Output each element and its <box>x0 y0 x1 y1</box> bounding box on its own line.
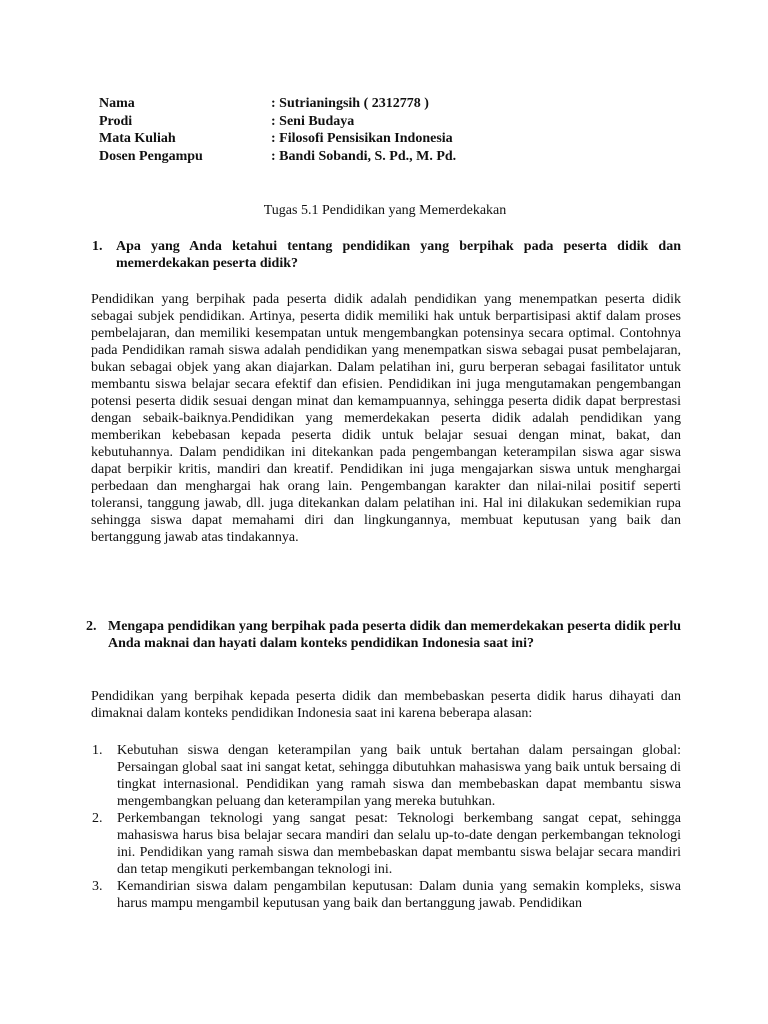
list-item-number: 2. <box>92 811 103 826</box>
title-text: Tugas 5.1 Pendidikan yang Memerdekakan <box>263 203 507 218</box>
info-label: Nama <box>99 96 135 111</box>
list-item <box>92 878 681 912</box>
info-label: Dosen Pengampu <box>99 148 203 164</box>
info-label: Mata Kuliah <box>99 131 176 146</box>
info-row-name <box>99 95 659 113</box>
list-item-number: 3. <box>92 879 103 894</box>
list-item-text: Perkembangan teknologi yang sangat pesat: Teknologi berkembang sangat cepat, sehingga mahasiswa harus bisa belajar secara mandiri dan selalu up-to-date dengan perkembangan teknologi ini. Pendidikan yang ramah siswa dan membebaskan dapat membantu siswa belajar secara mandiri dan tetap mengikuti perkembangan teknologi ini. <box>117 811 681 877</box>
info-value: : Sutrianingsih ( 2312778 ) <box>271 96 429 111</box>
info-value: : Bandi Sobandi, S. Pd., M. Pd. <box>271 148 457 164</box>
answer-2-intro: Pendidikan yang berpihak kepada peserta didik dan membebaskan peserta didik harus dihayati dan dimaknai dalam konteks pendidikan Indonesia saat ini karena beberapa alasan: <box>91 689 681 721</box>
question-text: Mengapa pendidikan yang berpihak pada peserta didik dan memerdekakan peserta didik perlu Anda maknai dan hayati dalam konteks pendidikan Indonesia saat ini? <box>108 619 681 651</box>
question-2 <box>86 618 681 652</box>
list-item <box>92 810 681 878</box>
answer-1-paragraph: Pendidikan yang berpihak pada peserta didik adalah pendidikan yang menempatkan peserta didik sebagai subjek pendidikan. Artinya, peserta didik memiliki hak untuk berpartisipasi aktif dalam proses pembelajaran, dan memiliki kesempatan untuk mengembangkan potensinya secara optimal. Contohnya pada Pendidikan ramah siswa adalah pendidikan yang menempatkan siswa sebagai pusat pembelajaran, bukan sebagai objek yang akan diajarkan. Dalam pelatihan ini, guru berperan sebagai fasilitator untuk membantu siswa belajar secara efektif dan efisien. Pendidikan ini juga mengutamakan pengembangan potensi peserta didik sesuai dengan minat dan kemampuannya, sehingga peserta didik dapat berprestasi dengan sebaik-baiknya.Pendidikan yang memerdekakan peserta didik adalah pendidikan yang memberikan kebebasan kepada peserta didik untuk belajar sesuai dengan minat, bakat, dan kebutuhannya. Dalam pendidikan ini ditekankan pada pengembangan keterampilan siswa agar siswa dapat berpikir kritis, mandiri dan kreatif. Pendidikan ini juga mengajarkan siswa untuk menghargai perbedaan dan menghargai hak orang lain. Pengembangan karakter dan nilai-nilai positif seperti toleransi, tanggung jawab, dll. juga ditekankan dalam pelatihan ini. Hal ini dilakukan sedemikian rupa sehingga siswa dapat memahami diri dan lingkungannya, membuat keputusan yang baik dan bertanggung jawab atas tindakannya. <box>91 292 681 545</box>
info-value: : Filosofi Pensisikan Indonesia <box>271 131 453 146</box>
question-1 <box>92 238 681 272</box>
list-item-text: Kebutuhan siswa dengan keterampilan yang baik untuk bertahan dalam persaingan global: Persaingan global saat ini sangat ketat, sehingga dibutuhkan mahasiswa yang baik untuk bersaing di tingkat internasional. Pendidikan yang ramah siswa dan membebaskan dapat membantu siswa mengembangkan peluang dan keterampilan yang mereka butuhkan. <box>117 743 681 809</box>
info-row-course <box>99 130 659 148</box>
list-item-number: 1. <box>92 743 103 758</box>
list-item <box>92 742 681 810</box>
question-text: Apa yang Anda ketahui tentang pendidikan yang berpihak pada peserta didik dan memerdekakan peserta didik? <box>116 239 681 271</box>
document-title <box>0 202 768 219</box>
question-number: 2. <box>86 619 97 634</box>
reasons-list <box>92 742 681 912</box>
info-row-prodi <box>99 113 659 131</box>
info-value: : Seni Budaya <box>271 113 355 129</box>
question-number: 1. <box>92 239 103 254</box>
info-row-lecturer <box>99 148 659 166</box>
list-item-text: Kemandirian siswa dalam pengambilan keputusan: Dalam dunia yang semakin kompleks, siswa harus mampu mengambil keputusan yang baik dan bertanggung jawab. Pendidikan <box>117 879 681 911</box>
info-label: Prodi <box>99 113 133 129</box>
student-info <box>99 95 659 165</box>
